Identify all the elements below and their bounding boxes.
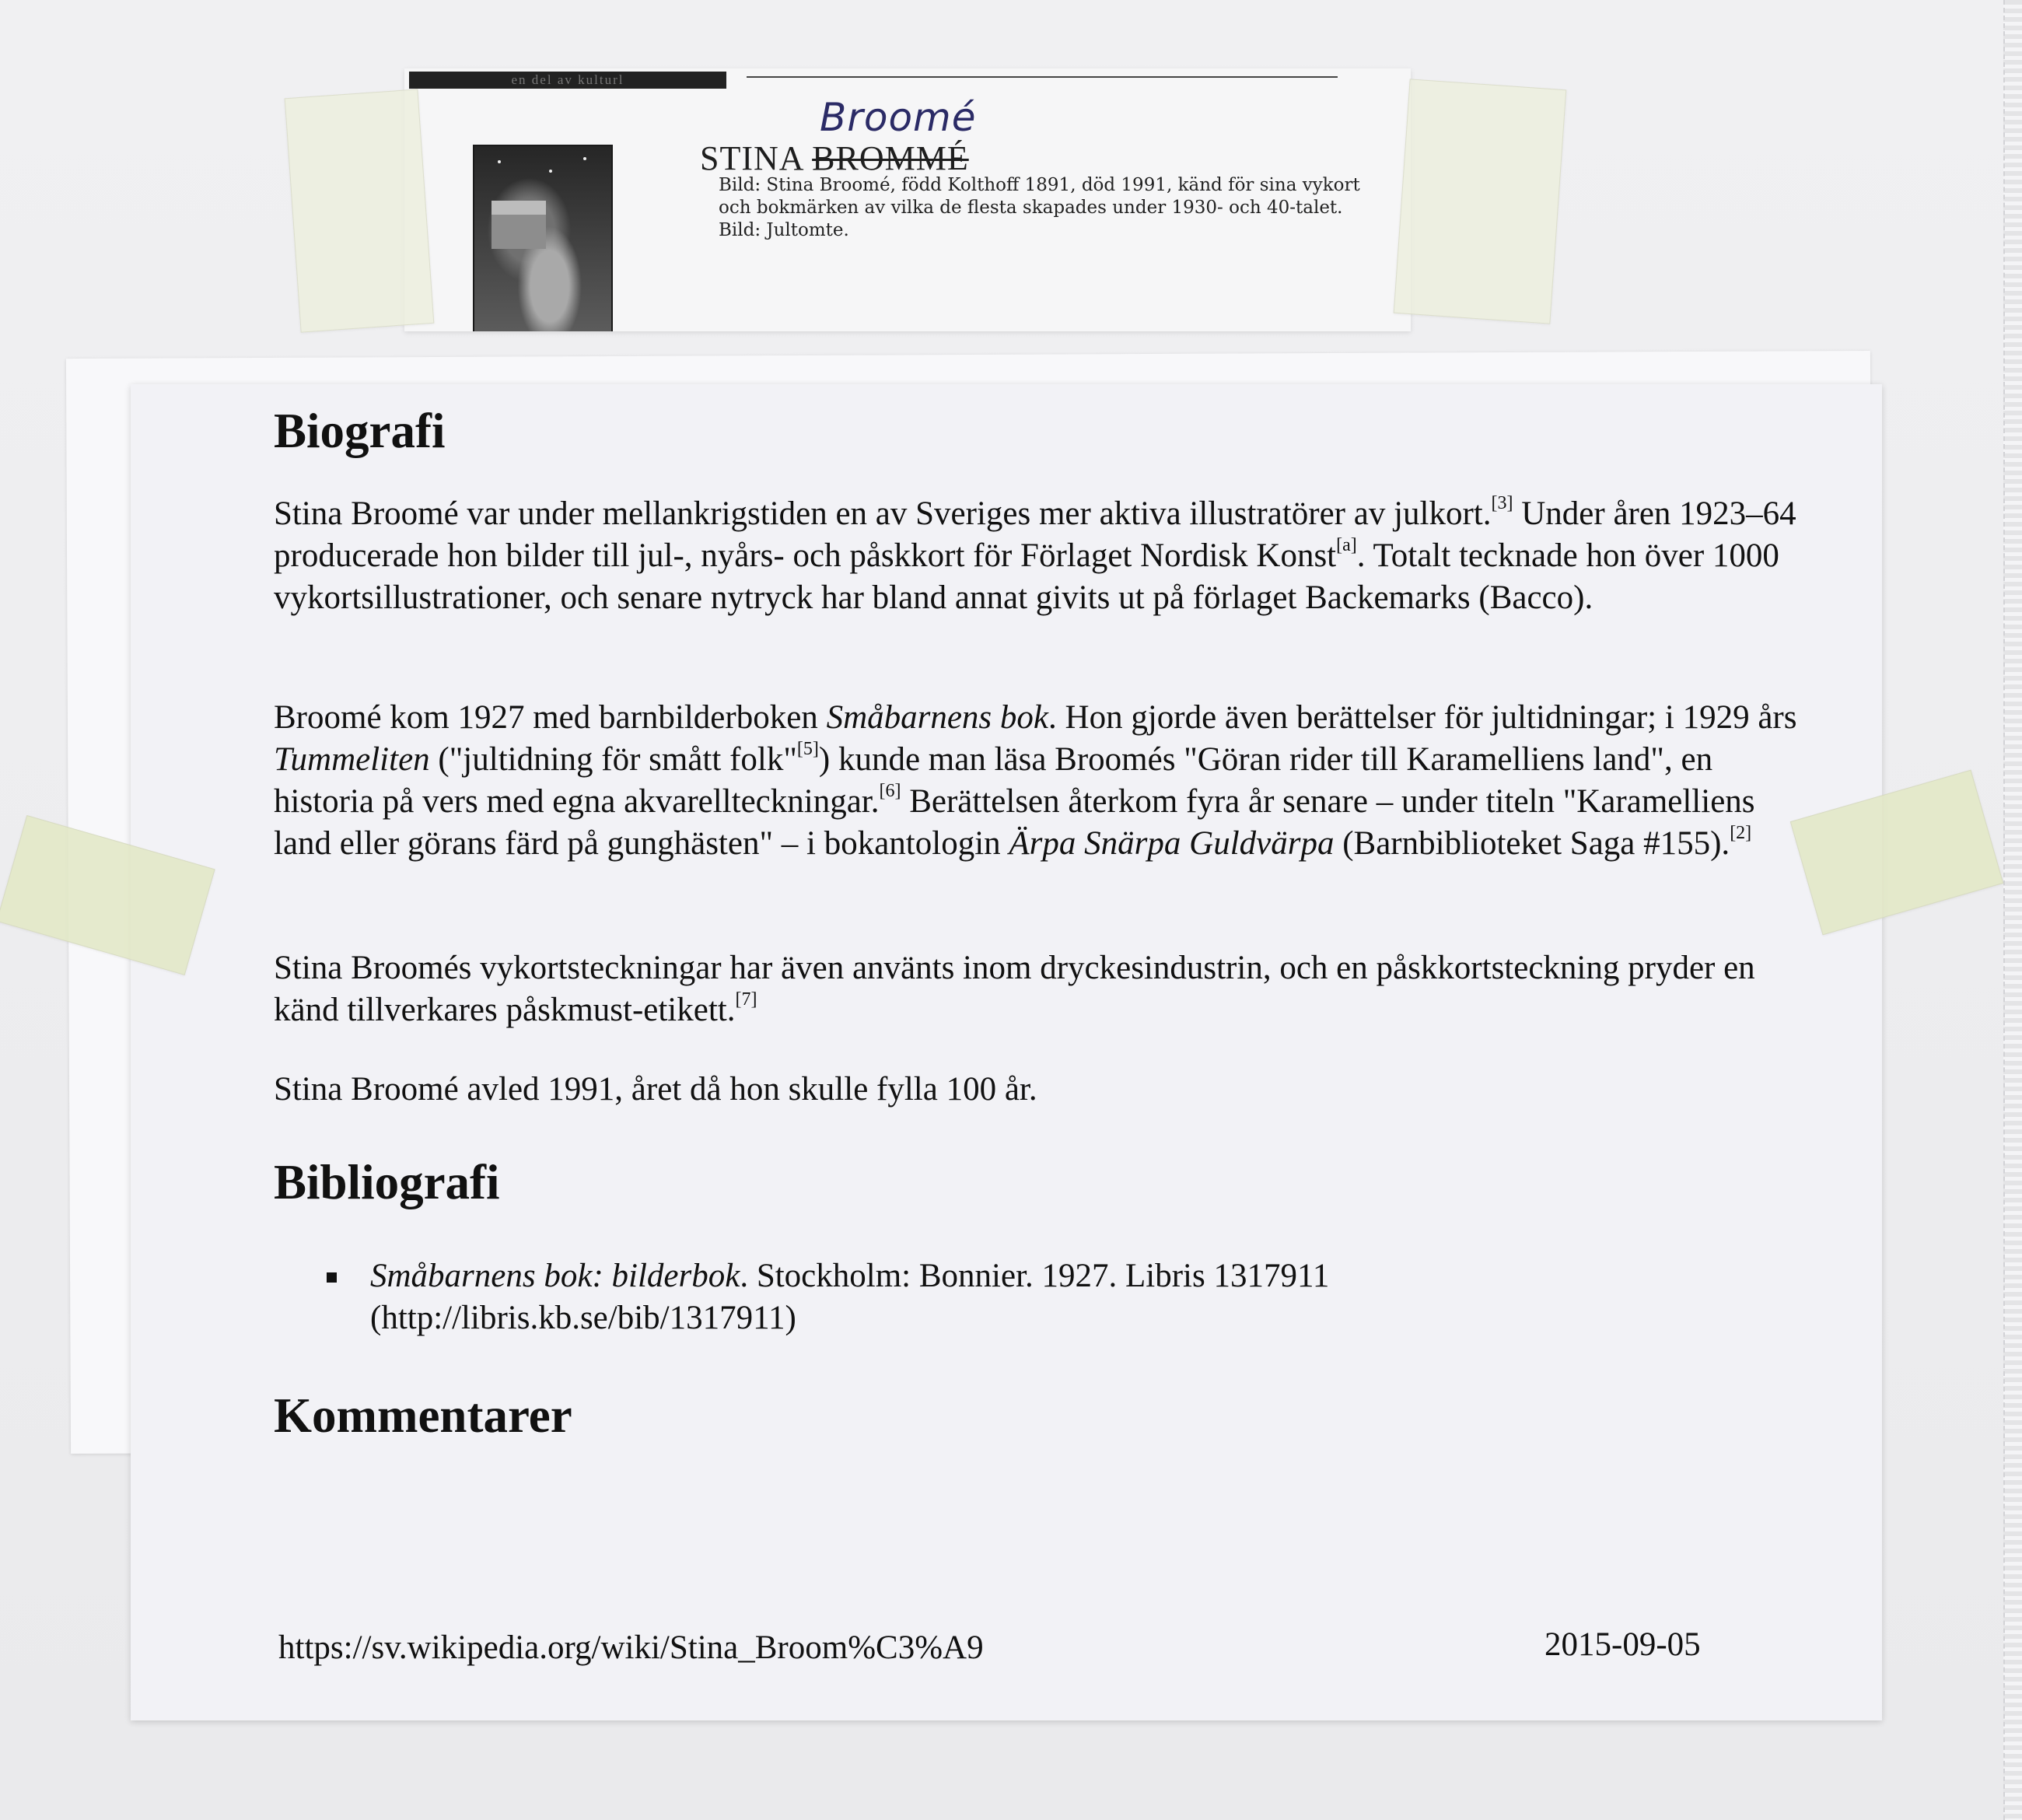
handwritten-correction: Broomé xyxy=(820,95,977,140)
photo-star xyxy=(498,160,501,163)
p2-text: Berättelsen återkom fyra år senare – under titeln "Karamelliens land eller görans färd på gunghästen" – i bokantologin xyxy=(274,783,1755,862)
newspaper-clipping xyxy=(404,68,1411,331)
magazine-title: Tummeliten xyxy=(274,741,430,778)
list-item xyxy=(327,1255,1649,1339)
paragraph-2 xyxy=(274,697,1798,865)
heading-bibliografi: Bibliografi xyxy=(274,1155,500,1209)
anthology-title: Ärpa Snärpa Guldvärpa xyxy=(1009,825,1335,862)
footnote-ref[interactable]: [2] xyxy=(1730,823,1752,843)
footer-url: https://sv.wikipedia.org/wiki/Stina_Broom%C3%A9 xyxy=(278,1629,984,1666)
p2-text: . Hon gjorde även berättelser för jultidningar; i 1929 års xyxy=(1048,699,1797,736)
clipping-first-name: STINA xyxy=(700,139,803,177)
p3-text: Stina Broomés vykortsteckningar har även använts inom dryckesindustrin, och en påskkortsteckning pryder en känd tillverkares påskmust-etikett. xyxy=(274,950,1755,1028)
p1-text: . Totalt tecknade hon över 1000 vykortsillustrationer, och senare nytryck har bland annat givits ut på förlaget Backemarks (Bacco). xyxy=(274,537,1779,616)
caption-line: Bild: Jultomte. xyxy=(719,220,849,240)
photo-star xyxy=(549,170,552,173)
paragraph-4: Stina Broomé avled 1991, året då hon skulle fylla 100 år. xyxy=(274,1071,1037,1108)
tape-strip xyxy=(285,89,435,332)
printed-sheet xyxy=(131,384,1882,1720)
paragraph-1 xyxy=(274,493,1798,619)
caption-line: Bild: Stina Broomé, född Kolthoff 1891, död 1991, känd för sina vykort xyxy=(719,175,1360,195)
footnote-ref[interactable]: [5] xyxy=(796,739,819,759)
footnote-ref[interactable]: [7] xyxy=(735,989,757,1010)
p1-text: Stina Broomé var under mellankrigstiden en av Sveriges mer aktiva illustratörer av julkort. xyxy=(274,495,1492,532)
p2-text: Broomé kom 1927 med barnbilderboken xyxy=(274,699,827,736)
photo-house-shape xyxy=(492,201,546,249)
heading-kommentarer: Kommentarer xyxy=(274,1388,572,1443)
footnote-ref[interactable]: [6] xyxy=(879,781,901,801)
p2-text: ) kunde man läsa Broomés "Göran rider till Karamelliens land", en historia på vers med egna akvarellteckningar. xyxy=(274,741,1713,820)
board-torn-edge xyxy=(2003,0,2022,1820)
clipping-name xyxy=(700,138,969,178)
footnote-ref[interactable]: [a] xyxy=(1336,535,1357,555)
clipping-caption xyxy=(719,174,1387,242)
p2-text: (Barnbiblioteket Saga #155). xyxy=(1334,825,1730,862)
bibliography-list xyxy=(327,1255,1649,1339)
photo-star xyxy=(583,157,586,160)
bullet-icon xyxy=(327,1272,337,1283)
clipping-rule xyxy=(747,76,1338,78)
book-title: Småbarnens bok xyxy=(826,699,1049,736)
clipping-photo xyxy=(473,145,613,331)
caption-line: och bokmärken av vilka de flesta skapades under 1930- och 40-talet. xyxy=(719,198,1343,218)
bib-rest: . Stockholm: Bonnier. 1927. Libris 1317911 (http://libris.kb.se/bib/1317911) xyxy=(370,1258,1330,1336)
heading-biografi: Biografi xyxy=(274,404,446,458)
clipping-banner: en del av kulturl xyxy=(409,72,726,89)
footer-date: 2015-09-05 xyxy=(1544,1626,1701,1663)
footnote-ref[interactable]: [3] xyxy=(1491,493,1513,513)
p2-text: ("jultidning för smått folk" xyxy=(429,741,797,778)
clipping-struck-surname: BROMMÉ xyxy=(812,139,969,177)
paragraph-3 xyxy=(274,947,1798,1031)
p1-text: Under åren 1923–64 producerade hon bilder till jul-, nyårs- och påskkort för Förlaget Nordisk Konst xyxy=(274,495,1796,574)
bib-title: Småbarnens bok: bilderbok xyxy=(370,1258,740,1294)
tape-strip xyxy=(1394,79,1567,324)
